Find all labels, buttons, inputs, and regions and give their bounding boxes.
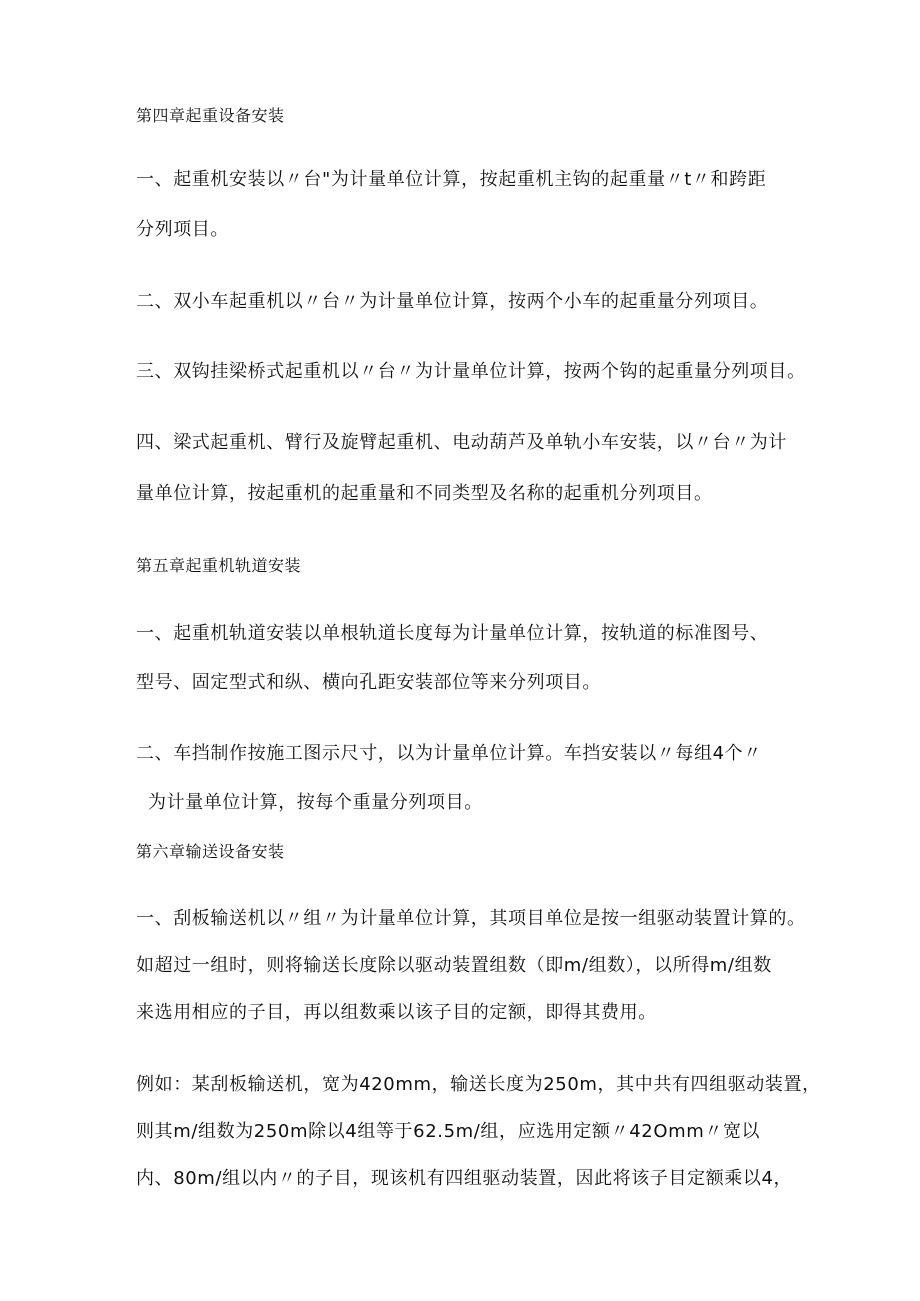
chapter6-example-line2: 则其m/组数为250m除以4组等于62.5m/组，应选用定额〃42Omm〃宽以	[136, 1121, 761, 1142]
chapter6-item1-line3: 来选用相应的子目，再以组数乘以该子目的定额，即得其费用。	[136, 1002, 657, 1023]
chapter5-item1-line2: 型号、固定型式和纵、横向孔距安装部位等来分列项目。	[136, 672, 601, 693]
chapter4-item2-line1: 二、双小车起重机以〃台〃为计量单位计算，按两个小车的起重量分列项目。	[136, 291, 769, 312]
chapter4-item4-line1: 四、梁式起重机、臂行及旋臂起重机、电动葫芦及单轨小车安装，以〃台〃为计	[136, 432, 787, 453]
chapter5-title: 第五章起重机轨道安装	[136, 556, 302, 575]
chapter4-item3-line1: 三、双钩挂梁桥式起重机以〃台〃为计量单位计算，按两个钩的起重量分列项目。	[136, 361, 806, 382]
chapter6-item1-line1: 一、刮板输送机以〃组〃为计量单位计算，其项目单位是按一组驱动装置计算的。	[136, 908, 806, 929]
chapter6-title: 第六章输送设备安装	[136, 842, 285, 861]
chapter4-item1-line1: 一、起重机安装以〃台"为计量单位计算，按起重机主钩的起重量〃t〃和跨距	[136, 169, 767, 190]
chapter5-item2-line2: 为计量单位计算，按每个重量分列项目。	[148, 792, 483, 813]
chapter6-example-line1: 例如：某刮板输送机，宽为420mm，输送长度为250m，其中共有四组驱动装置，	[136, 1074, 821, 1095]
chapter5-item1-line1: 一、起重机轨道安装以单根轨道长度每为计量单位计算，按轨道的标准图号、	[136, 623, 769, 644]
chapter6-item1-line2: 如超过一组时，则将输送长度除以驱动装置组数（即m/组数），以所得m/组数	[136, 955, 772, 976]
chapter4-item1-line2: 分列项目。	[136, 219, 229, 240]
chapter4-item4-line2: 量单位计算，按起重机的起重量和不同类型及名称的起重机分列项目。	[136, 483, 713, 504]
chapter4-title: 第四章起重设备安装	[136, 106, 285, 125]
chapter6-example-line3: 内、80m/组以内〃的子目，现该机有四组驱动装置，因此将该子目定额乘以4，	[136, 1168, 793, 1189]
chapter5-item2-line1: 二、车挡制作按施工图示尺寸，以为计量单位计算。车挡安装以〃每组4个〃	[136, 743, 762, 764]
